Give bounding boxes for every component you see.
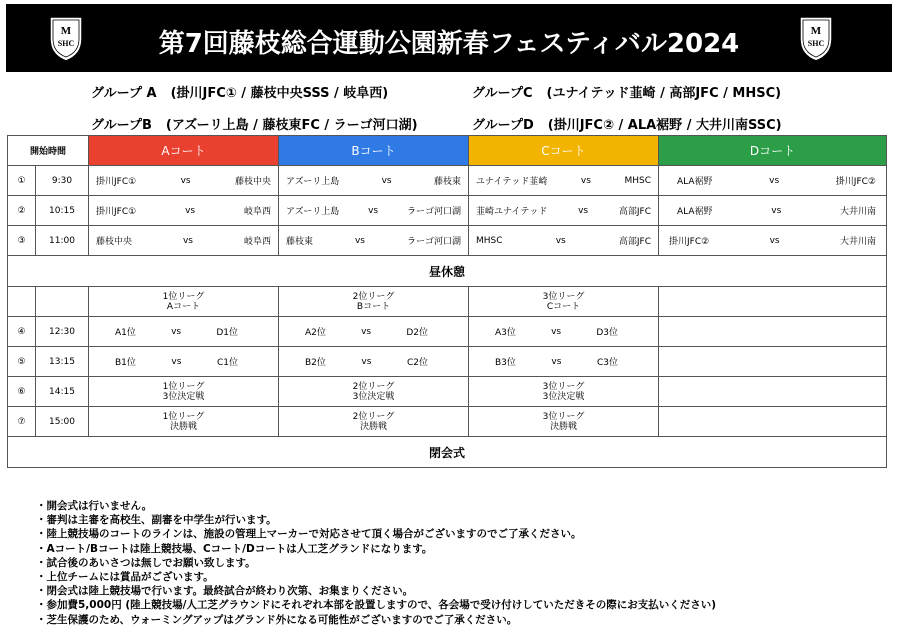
group-list [0, 76, 900, 132]
match-row [8, 347, 887, 377]
league-name: 3位リーグ [542, 411, 585, 422]
court-b-header: Bコート [279, 136, 469, 166]
away-team: ラーゴ河口湖 [406, 237, 461, 247]
match-cell [659, 166, 887, 196]
note-item: ・審判は主審を高校生、副審を中学生が行います。 [36, 514, 277, 527]
match-number: ⑤ [8, 347, 36, 377]
away-team: ラーゴ河口湖 [406, 207, 461, 217]
match-number: ⑥ [8, 377, 36, 407]
match-time: 12:30 [36, 317, 89, 347]
match-time: 13:15 [36, 347, 89, 377]
match-cell [279, 196, 469, 226]
home-team: B1位 [115, 358, 136, 368]
vs-label: vs [771, 205, 782, 216]
lunch-break: 昼休憩 [8, 256, 887, 287]
league-name: 2位リーグ [352, 291, 395, 302]
vs-label: vs [171, 356, 182, 367]
svg-text:M: M [810, 25, 822, 37]
start-time-header: 開始時間 [8, 136, 89, 166]
empty-cell [659, 347, 887, 377]
away-team: C3位 [596, 358, 618, 368]
match-cell [469, 317, 659, 347]
final-cell [469, 407, 659, 437]
empty-cell [36, 287, 89, 317]
note-item: ・参加費5,000円 (陸上競技場/人工芝グラウンドにそれぞれ本部を設置しますので、各会場で受け付けしていただきその際にお支払いください) [36, 599, 717, 612]
final-row [8, 407, 887, 437]
league-court: Aコート [166, 301, 201, 312]
vs-label: vs [578, 205, 589, 216]
match-time: 10:15 [36, 196, 89, 226]
home-team: 韮崎ユナイテッド [476, 207, 548, 217]
vs-label: vs [171, 326, 182, 337]
notes-list [36, 499, 716, 627]
match-time: 9:30 [36, 166, 89, 196]
match-cell [279, 166, 469, 196]
league-name: 3位リーグ [542, 291, 585, 302]
match-type: 決勝戦 [359, 421, 387, 432]
home-team: 掛川JFC① [96, 207, 137, 217]
home-team: A1位 [115, 328, 136, 338]
home-team: 藤枝東 [286, 237, 314, 247]
league-name: 2位リーグ [352, 381, 395, 392]
home-team: B3位 [495, 358, 516, 368]
match-time: 15:00 [36, 407, 89, 437]
match-row [8, 196, 887, 226]
away-team: 大井川南 [839, 237, 876, 247]
empty-cell [659, 377, 887, 407]
title-banner [6, 4, 892, 72]
group-b [91, 114, 418, 133]
home-team: A3位 [495, 328, 516, 338]
vs-label: vs [361, 326, 372, 337]
away-team: 高部JFC [618, 207, 651, 217]
vs-label: vs [555, 235, 566, 246]
group-c [472, 82, 781, 101]
match-cell [469, 226, 659, 256]
match-number: ③ [8, 226, 36, 256]
home-team: A2位 [305, 328, 326, 338]
vs-label: vs [580, 175, 591, 186]
group-teams: (ユナイテッド韮崎 / 高部JFC / MHSC) [546, 86, 782, 101]
court-d-header: Dコート [659, 136, 887, 166]
final-cell [279, 377, 469, 407]
away-team: D1位 [216, 328, 238, 338]
court-header-row [8, 136, 887, 166]
event-title: 第7回藤枝総合運動公園新春フェスティバル2024 [158, 29, 740, 59]
match-row [8, 166, 887, 196]
court-a-header: Aコート [89, 136, 279, 166]
vs-label: vs [769, 175, 780, 186]
home-team: 藤枝中央 [96, 237, 133, 247]
match-number: ② [8, 196, 36, 226]
vs-label: vs [551, 356, 562, 367]
league-header [469, 287, 659, 317]
home-team: B2位 [305, 358, 326, 368]
final-cell [89, 407, 279, 437]
match-cell [469, 166, 659, 196]
match-cell [469, 347, 659, 377]
match-cell [279, 226, 469, 256]
svg-text:SHC: SHC [807, 39, 825, 48]
final-row [8, 377, 887, 407]
final-cell [279, 407, 469, 437]
home-team: 掛川JFC① [96, 177, 137, 187]
note-item: ・Aコート/Bコートは陸上競技場、Cコート/Dコートは人工芝グランドになります。 [36, 542, 433, 555]
vs-label: vs [551, 326, 562, 337]
group-name: グループ A [91, 86, 157, 101]
svg-text:M: M [60, 25, 72, 37]
match-cell [279, 317, 469, 347]
schedule-table [7, 135, 887, 468]
away-team: 岐阜西 [243, 207, 271, 217]
away-team: MHSC [624, 175, 651, 186]
match-row [8, 317, 887, 347]
match-cell [469, 196, 659, 226]
note-item: ・上位チームには賞品がございます。 [36, 571, 214, 584]
match-cell [89, 196, 279, 226]
note-item: ・芝生保護のため、ウォーミングアップはグランド外になる可能性がございますのでご了承ください。 [36, 613, 518, 626]
match-cell [89, 226, 279, 256]
away-team: D3位 [596, 328, 618, 338]
away-team: 藤枝東 [433, 177, 461, 187]
closing-ceremony: 閉会式 [8, 437, 887, 468]
away-team: C2位 [406, 358, 428, 368]
home-team: ユナイテッド韮崎 [476, 177, 548, 187]
league-header-row [8, 287, 887, 317]
match-type: 3位決定戦 [542, 391, 585, 402]
away-team: D2位 [406, 328, 428, 338]
away-team: C1位 [216, 358, 238, 368]
away-team: 掛川JFC② [835, 177, 876, 187]
group-d [472, 114, 782, 133]
match-type: 3位決定戦 [162, 391, 205, 402]
vs-label: vs [180, 175, 191, 186]
away-team: 藤枝中央 [234, 177, 271, 187]
league-name: 1位リーグ [162, 411, 205, 422]
league-header [89, 287, 279, 317]
match-number: ① [8, 166, 36, 196]
match-cell [279, 347, 469, 377]
match-type: 3位決定戦 [352, 391, 395, 402]
home-team: ALA裾野 [677, 207, 713, 217]
league-name: 3位リーグ [542, 381, 585, 392]
note-item: ・試合後のあいさつは無しでお願い致します。 [36, 556, 256, 569]
vs-label: vs [182, 235, 193, 246]
final-cell [469, 377, 659, 407]
group-name: グループD [472, 118, 534, 133]
vs-label: vs [354, 235, 365, 246]
league-name: 2位リーグ [352, 411, 395, 422]
home-team: アズーリ上島 [286, 177, 340, 187]
home-team: アズーリ上島 [286, 207, 340, 217]
svg-text:SHC: SHC [57, 39, 75, 48]
group-name: グループB [91, 118, 152, 133]
away-team: 岐阜西 [243, 237, 271, 247]
group-a [91, 82, 388, 101]
empty-cell [659, 317, 887, 347]
match-cell [89, 166, 279, 196]
match-type: 決勝戦 [169, 421, 197, 432]
group-name: グループC [472, 86, 533, 101]
vs-label: vs [769, 235, 780, 246]
empty-cell [659, 407, 887, 437]
league-name: 1位リーグ [162, 381, 205, 392]
vs-label: vs [185, 205, 196, 216]
match-time: 11:00 [36, 226, 89, 256]
match-cell [659, 226, 887, 256]
home-team: 掛川JFC② [669, 237, 710, 247]
league-court: Bコート [356, 301, 391, 312]
match-time: 14:15 [36, 377, 89, 407]
league-name: 1位リーグ [162, 291, 205, 302]
away-team: 高部JFC [618, 237, 651, 247]
closing-row [8, 437, 887, 468]
empty-cell [8, 287, 36, 317]
match-cell [89, 317, 279, 347]
vs-label: vs [381, 175, 392, 186]
home-team: ALA裾野 [677, 177, 713, 187]
match-cell [659, 196, 887, 226]
league-court: Cコート [546, 301, 581, 312]
league-header [279, 287, 469, 317]
match-number: ④ [8, 317, 36, 347]
group-teams: (掛川JFC① / 藤枝中央SSS / 岐阜西) [170, 86, 389, 101]
match-number: ⑦ [8, 407, 36, 437]
vs-label: vs [368, 205, 379, 216]
group-teams: (掛川JFC② / ALA裾野 / 大井川南SSC) [547, 118, 782, 133]
club-logo-right [796, 13, 836, 63]
note-item: ・陸上競技場のコートのラインは、施設の管理上マーカーで対応させて頂く場合がございますのでご了承ください。 [36, 528, 582, 541]
match-row [8, 226, 887, 256]
note-item: ・閉会式は陸上競技場で行います。最終試合が終わり次第、お集まりください。 [36, 585, 414, 598]
group-teams: (アズーリ上島 / 藤枝東FC / ラーゴ河口湖) [165, 118, 418, 133]
lunch-row [8, 256, 887, 287]
court-c-header: Cコート [469, 136, 659, 166]
empty-cell [659, 287, 887, 317]
note-item: ・開会式は行いません。 [36, 500, 153, 512]
away-team: 大井川南 [839, 207, 876, 217]
vs-label: vs [361, 356, 372, 367]
home-team: MHSC [476, 235, 503, 246]
match-type: 決勝戦 [549, 421, 577, 432]
match-cell [89, 347, 279, 377]
final-cell [89, 377, 279, 407]
